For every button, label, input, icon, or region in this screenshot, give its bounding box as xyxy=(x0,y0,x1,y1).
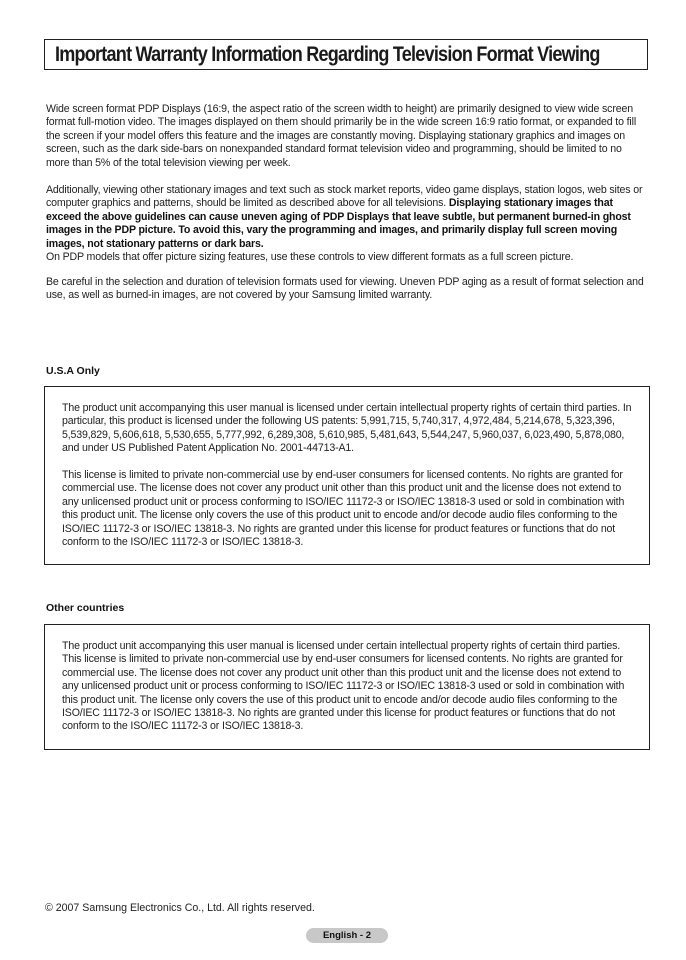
page-number-badge: English - 2 xyxy=(306,928,388,943)
title-box xyxy=(44,39,648,70)
usa-license-paragraph-2: This license is limited to private non-commercial use by end-user consumers for licensed contents. No rights are granted for commercial use. The license does not cover any product unit other than this product unit and the license does not extend to any unlicensed product unit or process conforming to ISO/IEC 11172-3 or ISO/IEC 13818-3 used or sold in combination with this product unit. The license only covers the use of this product unit to encode and/or decode audio files conforming to the ISO/IEC 11172-3 or ISO/IEC 13818-3. No rights are granted under this license for product features or functions that do not conform to the ISO/IEC 11172-3 or ISO/IEC 13818-3. xyxy=(62,469,625,549)
intro-paragraph-3: Be careful in the selection and duration of television formats used for viewing. Uneven PDP aging as a result of format selection and use, as well as burned-in images, are not covered by your Samsung limited warranty. xyxy=(46,276,644,302)
burn-in-warning: Displaying stationary images that exceed the above guidelines can cause uneven aging of PDP Displays that leave subtle, but permanent burned-in ghost images in the PDP picture. To avoid this, vary the programming and images, and primarily display full screen moving images, not stationary patterns or dark bars. xyxy=(46,197,631,250)
usa-heading: U.S.A Only xyxy=(46,365,100,377)
intro-paragraph-2 xyxy=(46,184,646,264)
other-countries-license-box xyxy=(44,624,650,750)
page-title: Important Warranty Information Regarding Television Format Viewing xyxy=(55,43,600,66)
intro-paragraph-2-normal: Additionally, viewing other stationary images and text such as stock market reports, video game displays, station logos, web sites or computer graphics and patterns, should be limited as described above for all televisions. xyxy=(46,184,643,210)
usa-license-box xyxy=(44,386,650,565)
other-countries-heading: Other countries xyxy=(46,602,125,614)
intro-paragraph-2-tail: On PDP models that offer picture sizing features, use these controls to view different formats as a full screen picture. xyxy=(46,251,574,264)
usa-license-paragraph-1: The product unit accompanying this user manual is licensed under certain intellectual property rights of certain third parties. In particular, this product is licensed under the following US patents: 5,991,715, 5,740,317, 4,972,484, 5,214,678, 5,323,396, 5,539,829, 5,606,618, 5,530,655, 5,777,992, 6,289,308, 5,610,985, 5,481,643, 5,544,247, 5,960,037, 6,023,490, 5,878,080, and under US Published Patent Application No. 2001-44713-A1. xyxy=(62,402,632,455)
intro-paragraph-1: Wide screen format PDP Displays (16:9, the aspect ratio of the screen width to height) are primarily designed to view wide screen format full-motion video. The images displayed on them should primarily be in the wide screen 16:9 ratio format, or expanded to fill the screen if your model offers this feature and the images are constantly moving. Displaying stationary graphics and images on screen, such as the dark side-bars on nonexpanded standard format television video and programming, should be limited to no more than 5% of the total television viewing per week. xyxy=(46,103,637,169)
copyright-notice: © 2007 Samsung Electronics Co., Ltd. All rights reserved. xyxy=(45,902,315,914)
other-countries-license-paragraph: The product unit accompanying this user manual is licensed under certain intellectual property rights of certain third parties. This license is limited to private non-commercial use by end-user consumers for licensed contents. No rights are granted for commercial use. The license does not cover any product unit other than this product unit and the license does not extend to any unlicensed product unit or process conforming to ISO/IEC 11172-3 or ISO/IEC 13818-3 used or sold in combination with this product unit. The license only covers the use of this product unit to encode and/or decode audio files conforming to the ISO/IEC 11172-3 or ISO/IEC 13818-3. No rights are granted under this license for product features or functions that do not conform to the ISO/IEC 11172-3 or ISO/IEC 13818-3. xyxy=(62,640,625,733)
